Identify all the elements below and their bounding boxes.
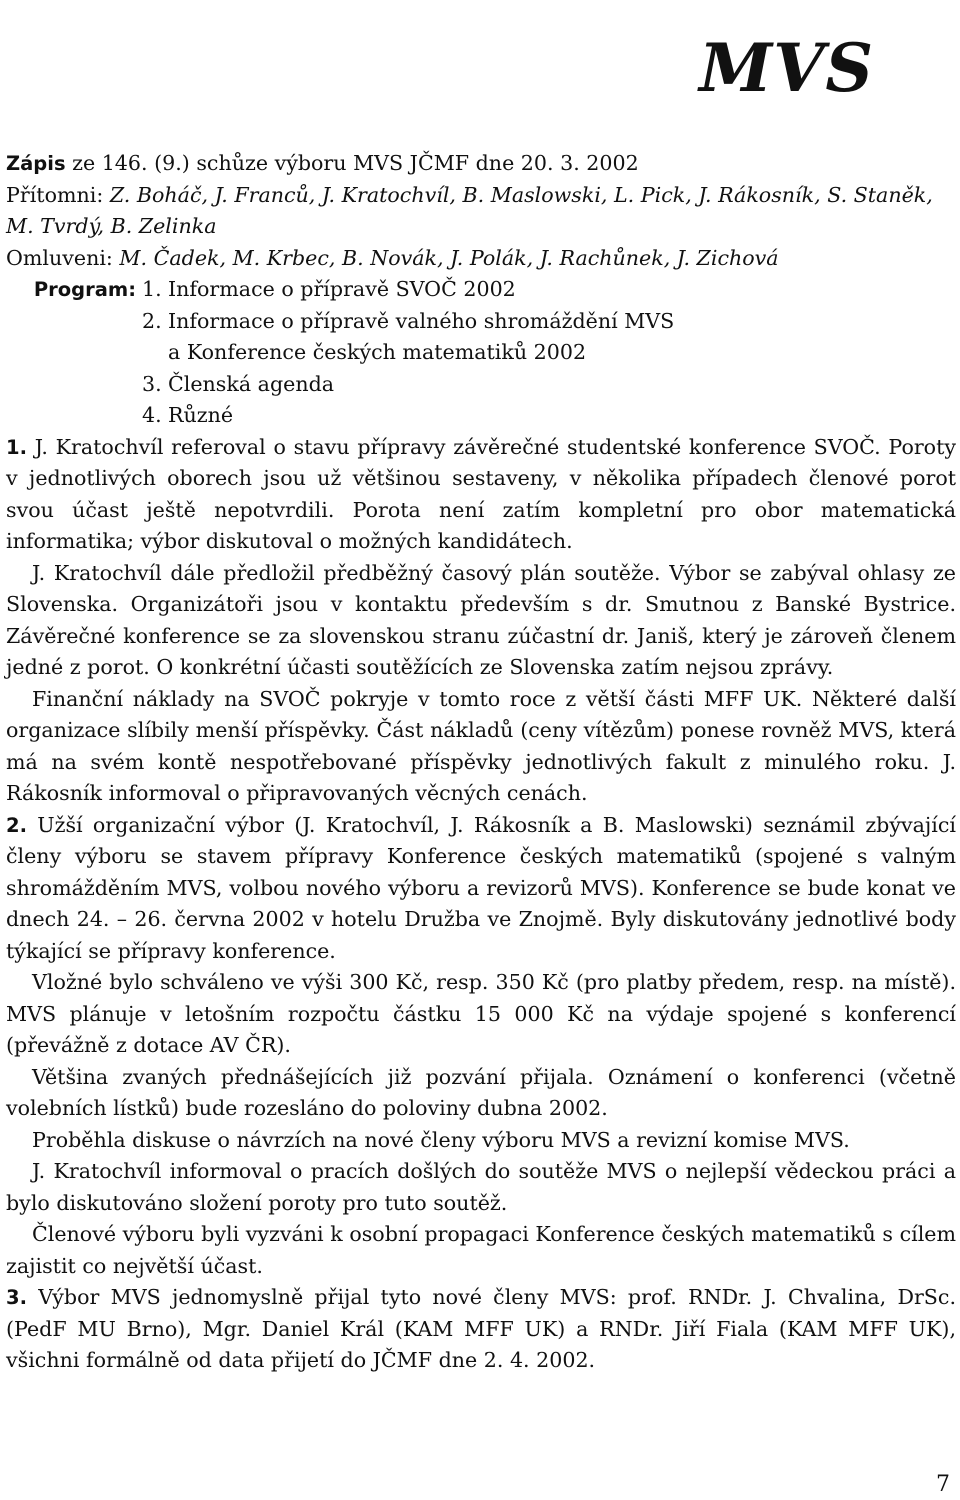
program-item [142, 306, 956, 369]
section-2-paragraph: J. Kratochvíl informoval o pracích došlých do soutěže MVS o nejlepší vědeckou práci a bylo diskutováno složení poroty pro tuto soutěž. [6, 1159, 956, 1215]
program-item-text-continued: a Konference českých matematiků 2002 [168, 340, 587, 364]
document-body [6, 148, 956, 1377]
excused-label: Omluveni: [6, 245, 120, 270]
section-3-paragraph [6, 1282, 956, 1377]
minutes-heading-bold: Zápis [6, 152, 66, 175]
section-2-paragraph: Většina zvaných přednášejících již pozvání přijala. Oznámení o konferenci (včetně volebních lístků) bude rozesláno do poloviny dubna 2002. [6, 1064, 956, 1120]
section-2-text: Užší organizační výbor (J. Kratochvíl, J. Rákosník a B. Maslowski) seznámil zbývající členy výboru se stavem přípravy Konference českých matematiků (spojené s valným shromážděním MVS, volbou nového výboru a revizorů MVS). Konference se bude konat ve dnech 24. – 26. června 2002 v hotelu Družba ve Znojmě. Byly diskutovány jednotlivé body týkající se přípravy konference. [6, 812, 956, 963]
program-block [6, 274, 956, 432]
program-item-text: Členská agenda [168, 371, 335, 396]
program-item-text: Informace o přípravě valného shromáždění MVS [168, 308, 675, 333]
program-item-number: 2. [142, 308, 162, 333]
program-item-number: 3. [142, 371, 162, 396]
page-header-title: MVS [699, 29, 874, 107]
program-item-number: 4. [142, 403, 162, 427]
section-1-paragraph [6, 432, 956, 558]
section-2-paragraph: Proběhla diskuse o návrzích na nové členy výboru MVS a revizní komise MVS. [32, 1127, 850, 1152]
section-2-number: 2. [6, 813, 27, 837]
excused-names: M. Čadek, M. Krbec, B. Novák, J. Polák, J. Rachůnek, J. Zichová [119, 245, 779, 270]
program-item [142, 369, 956, 401]
section-3-text: Výbor MVS jednomyslně přijal tyto nové členy MVS: prof. RNDr. J. Chvalina, DrSc. (PedF MU Brno), Mgr. Daniel Král (KAM MFF UK) a RNDr. Jiří Fiala (KAM MFF UK), všichni formálně od data přijetí do JČMF dne 2. 4. 2002. [6, 1285, 956, 1372]
section-2-paragraph [6, 810, 956, 968]
present-label: Přítomni: [6, 182, 110, 207]
section-1-paragraph: J. Kratochvíl dále předložil předběžný časový plán soutěže. Výbor se zabýval ohlasy ze Slovenska. Organizátoři jsou v kontaktu především s dr. Smutnou z Banské Bystrice. Závěrečné konference se za slovenskou stranu zúčastní dr. Janiš, který je zároveň členem jedné z porot. O konkrétní účasti soutěžících ze Slovenska zatím nejsou zprávy. [6, 560, 956, 679]
program-item-text: Různé [168, 403, 234, 427]
program-item [142, 274, 956, 306]
minutes-heading-rest: ze 146. (9.) schůze výboru MVS JČMF dne 20. 3. 2002 [65, 151, 639, 175]
attendees-excused [6, 243, 956, 275]
attendees-present [6, 180, 956, 243]
section-1-text: J. Kratochvíl referoval o stavu přípravy závěrečné studentské konference SVOČ. Poroty v jednotlivých oborech jsou už většinou sestaveny, v několika případech členové porot svou účast ještě nepotvrdili. Porota není zatím kompletní pro obor matematická informatika; výbor diskutoval o možných kandidátech. [6, 434, 956, 553]
present-names: Z. Boháč, J. Franců, J. Kratochvíl, B. Maslowski, L. Pick, J. Rákosník, S. Staněk, M. Tvrdý, B. Zelinka [6, 182, 933, 238]
program-item-number: 1. [142, 277, 162, 301]
page-number: 7 [936, 1472, 950, 1497]
section-2-paragraph: Vložné bylo schváleno ve výši 300 Kč, resp. 350 Kč (pro platby předem, resp. na místě). MVS plánuje v letošním rozpočtu částku 15 000 Kč na výdaje spojené s konferencí (převážně z dotace AV ČR). [6, 970, 956, 1057]
minutes-heading [6, 148, 956, 180]
section-1-number: 1. [6, 435, 27, 459]
section-1-paragraph: Finanční náklady na SVOČ pokryje v tomto roce z větší části MFF UK. Některé další organizace slíbily menší příspěvky. Část nákladů (ceny vítězům) ponese rovněž MVS, která má na svém kontě nespotřebované příspěvky jednotlivých fakult z minulého roku. J. Rákosník informoval o připravovaných věcných cenách. [6, 686, 956, 805]
section-2-paragraph: Členové výboru byli vyzváni k osobní propagaci Konference českých matematiků s cílem zajistit co největší účast. [6, 1222, 956, 1278]
program-item-text: Informace o přípravě SVOČ 2002 [168, 277, 516, 301]
program-list [142, 274, 956, 432]
program-label: Program: [33, 278, 136, 301]
section-3-number: 3. [6, 1286, 27, 1309]
program-item [142, 400, 956, 432]
